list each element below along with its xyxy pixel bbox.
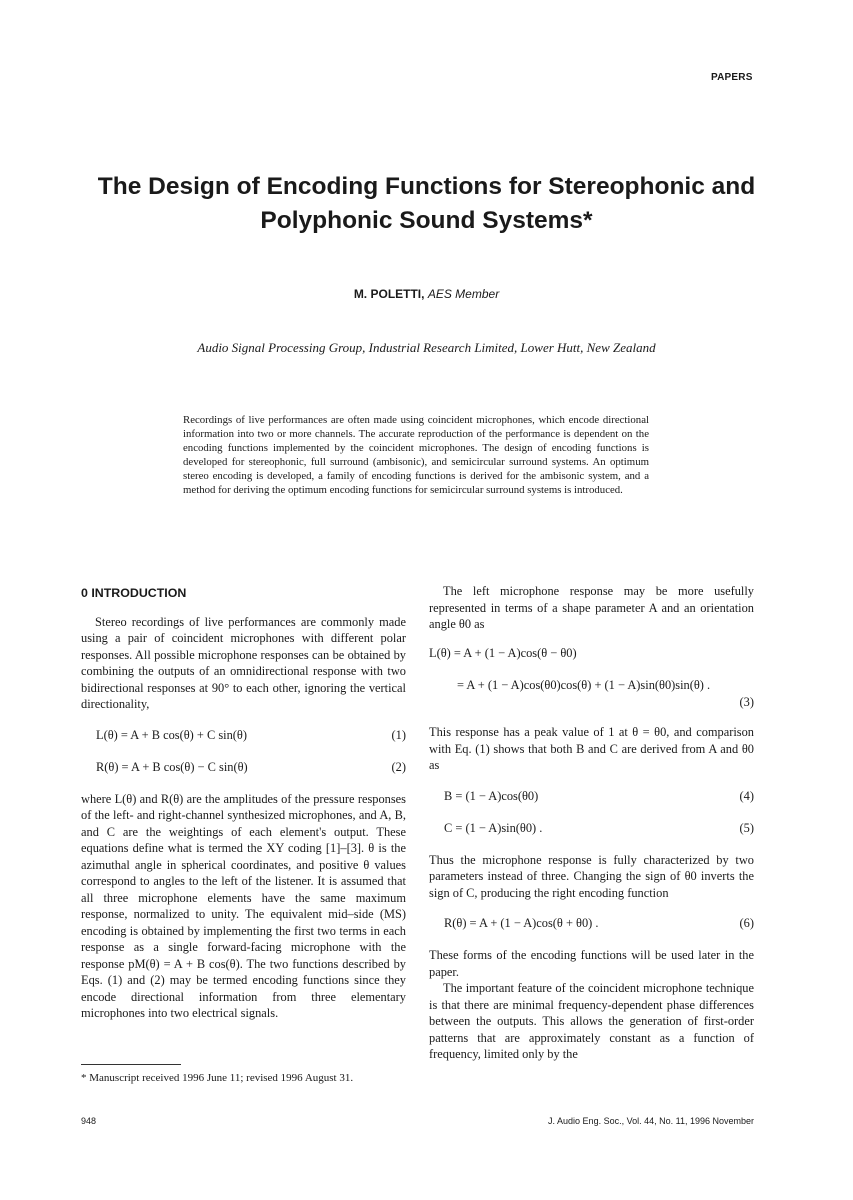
page-number: 948	[81, 1116, 97, 1126]
equation-6	[429, 915, 754, 933]
journal-reference: J. Audio Eng. Soc., Vol. 44, No. 11, 1996 November	[548, 1116, 754, 1126]
right-paragraph-2: This response has a peak value of 1 at θ = θ0, and comparison with Eq. (1) shows that both B and C are derived from A and θ0 as	[429, 725, 754, 772]
right-paragraph-1: The left microphone response may be more usefully represented in terms of a shape parameter A and an orientation angle θ0 as	[429, 584, 754, 631]
title-line-1: The Design of Encoding Functions for Stereophonic and	[97, 173, 756, 200]
abstract: Recordings of live performances are often made using coincident microphones, which encode directional information into two or more channels. The accurate reproduction of the performance is dependent on the encoding functions implemented by the coincident microphones. The design of encoding functions is developed for stereophonic, full surround (ambisonic), and semicircular surround systems. An optimum stereo encoding is developed, a family of encoding functions is derived for the ambisonic system, and a method for deriving the optimum encoding functions for semicircular surround systems is introduced.	[183, 414, 649, 496]
equation-3	[429, 645, 754, 711]
paper-title	[40, 170, 813, 238]
equation-3-line-2: = A + (1 − A)cos(θ0)cos(θ) + (1 − A)sin(θ0)sin(θ) .	[457, 678, 711, 692]
equation-6-number: (6)	[739, 916, 754, 930]
equation-1-math: L(θ) = A + B cos(θ) + C sin(θ)	[96, 727, 247, 742]
equation-4-number: (4)	[739, 788, 754, 803]
equation-6-math: R(θ) = A + (1 − A)cos(θ + θ0) .	[444, 916, 599, 930]
left-column	[81, 585, 406, 1022]
equation-3-line-1: L(θ) = A + (1 − A)cos(θ − θ0)	[429, 645, 577, 660]
author-name: M. POLETTI,	[353, 287, 425, 301]
title-line-2: Polyphonic Sound Systems*	[260, 207, 593, 234]
equation-5	[429, 820, 754, 838]
author-line	[0, 287, 853, 301]
equation-2-math: R(θ) = A + B cos(θ) − C sin(θ)	[96, 759, 248, 774]
intro-paragraph-2: where L(θ) and R(θ) are the amplitudes of the pressure responses of the left- and right-channel synthesized microphones, and A, B, and C are the weightings of each element's output. These equations define what is termed the XY coding [1]–[3]. θ is the azimuthal angle in spherical coordinates, and positive θ values correspond to angles to the left of the listener. It is assumed that all three microphone elements have the same maximum response, normalized to unity. The equivalent mid–side (MS) encoding is obtained by implementing the first two terms in each response as a single forward-facing microphone with the response pM(θ) = A + B cos(θ). The two functions described by Eqs. (1) and (2) may be termed encoding functions since they encode directional information from three elementary microphones into two electrical signals.	[81, 791, 406, 1020]
right-paragraph-3: Thus the microphone response is fully characterized by two parameters instead of three. Changing the sign of θ0 inverts the sign of C, producing the right encoding function	[429, 852, 754, 900]
intro-paragraph-1: Stereo recordings of live performances are commonly made using a pair of coincident microphones with different polar responses. All possible microphone responses can be obtained by combining the outputs of an omnidirectional response with two bidirectional responses at 90° to each other, ignoring the vertical directionality,	[81, 614, 406, 711]
equation-1-number: (1)	[391, 727, 406, 742]
footnote: * Manuscript received 1996 June 11; revised 1996 August 31.	[81, 1072, 354, 1084]
equation-1	[81, 727, 406, 745]
equation-5-number: (5)	[739, 820, 754, 835]
right-paragraph-5: The important feature of the coincident microphone technique is that there are minimal frequency-dependent phase differences between the outputs. This allows the generation of first-order patterns that are approximately constant as a function of frequency, limited only by the	[429, 981, 754, 1061]
footnote-rule	[81, 1064, 181, 1065]
section-label: PAPERS	[711, 72, 753, 83]
equation-3-number: (3)	[739, 694, 754, 709]
right-column	[429, 583, 754, 1063]
right-paragraph-4: These forms of the encoding functions will be used later in the paper.	[429, 948, 754, 979]
equation-2	[81, 759, 406, 777]
equation-5-math: C = (1 − A)sin(θ0) .	[444, 820, 543, 835]
author-membership: AES Member	[427, 287, 500, 301]
section-heading: 0 INTRODUCTION	[81, 586, 187, 600]
equation-4	[429, 788, 754, 806]
equation-4-math: B = (1 − A)cos(θ0)	[444, 788, 539, 803]
affiliation: Audio Signal Processing Group, Industrial Research Limited, Lower Hutt, New Zealand	[197, 340, 656, 355]
equation-2-number: (2)	[391, 759, 406, 774]
